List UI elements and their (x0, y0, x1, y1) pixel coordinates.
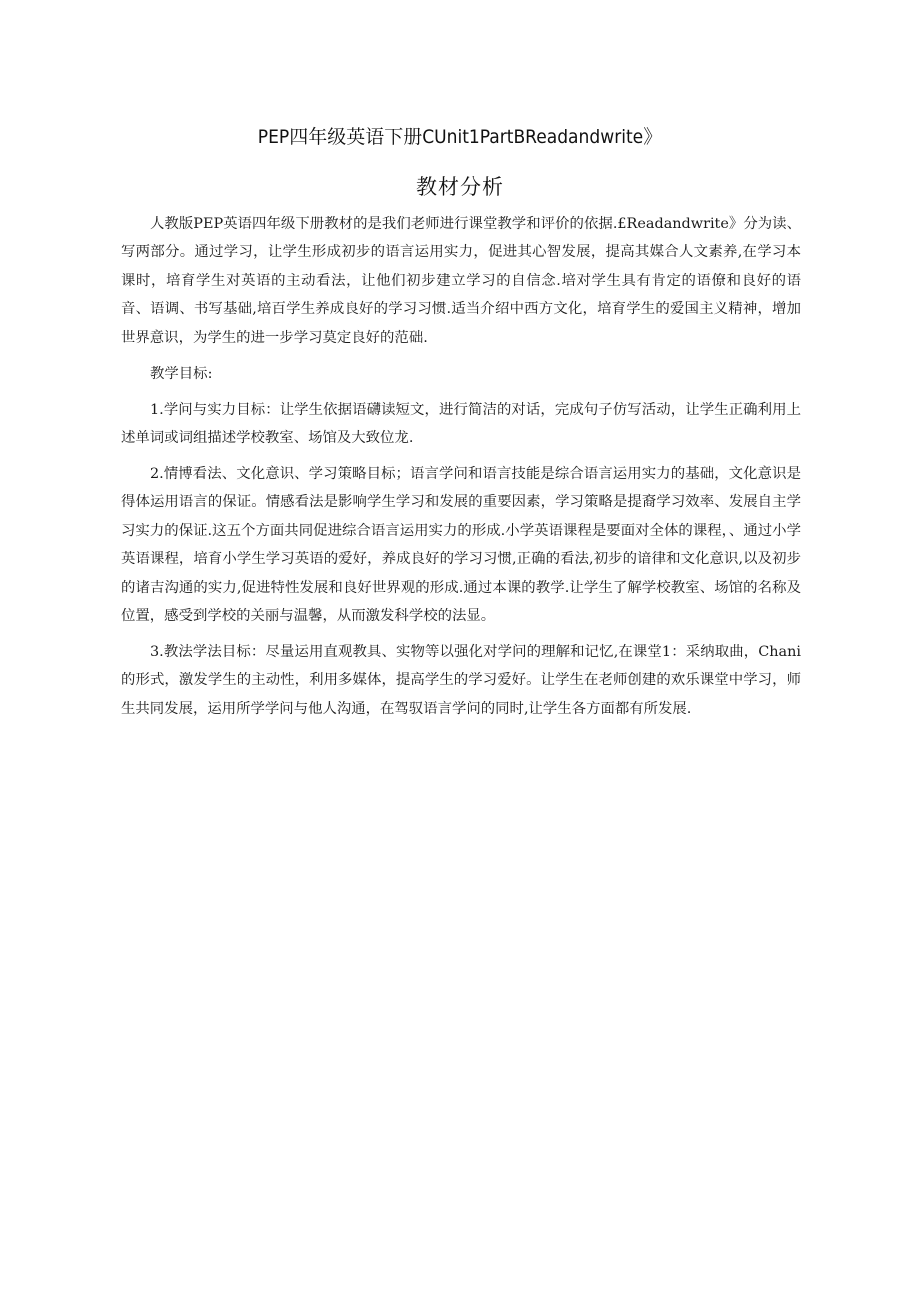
goal-2-paragraph: 2.情博看法、文化意识、学习策略目标；语言学问和语言技能是综合语言运用实力的基础，文化意识是得体运用语言的保证。情感看法是影响学生学习和发展的重要因素，学习策略是提裔学习效率、发展自主学习实力的保证.这五个方面共同促进综合语言运用实力的形成.小学英语课程是要面对全体的课程，、通过小学英语课程，培育小学生学习英语的爱好，养成良好的学习习惯,正确的看法,初步的谙律和文化意识,以及初步的诸吉沟通的实力,促进特性发展和良好世界观的形成.通过本课的教学.让学生了解学校教室、场馆的名称及位置，感受到学校的关丽与温馨，从而激发科学校的法显。 (121, 466, 801, 625)
goal-3-paragraph: 3.教法学法目标：尽量运用直观教具、实物等以强化对学问的理解和记忆,在课堂1：采纳取曲，Chani的形式，激发学生的主动性，利用多媒体，提高学生的学习爱好。让学生在老师创建的欢乐课堂中学习，师生共同发展，运用所学学问与他人沟通，在驾驭语言学问的同时,让学生各方面都有所发展. (121, 644, 801, 717)
document-body (121, 210, 801, 731)
document-title: PEP四年级英语下册CUnit1PartBReadandwrite》 (257, 126, 663, 148)
goals-heading: 教学目标: (150, 365, 213, 382)
goal-1-paragraph: 1.学问与实力目标：让学生依据语礴读短文，进行简洁的对话，完成句子仿写活动，让学生正确利用上述单词或词组描述学校教室、场馆及大致位龙. (121, 401, 801, 447)
section-heading: 教材分析 (416, 175, 504, 199)
analysis-paragraph: 人教版PEP英语四年级下册教材的是我们老师进行课堂教学和评价的依据.£Readandwrite》分为读、写两部分。通过学习，让学生形成初步的语言运用实力，促进其心智发展，提高其媒合人文素养,在学习本课时，培育学生对英语的主动看法，让他们初步建立学习的自信念.培对学生具有肯定的语僚和良好的语音、语调、书写基础,培百学生养成良好的学习习惯.适当介绍中西方文化，培育学生的爱国主义精神，增加世界意识，为学生的进一步学习莫定良好的范础. (121, 216, 801, 346)
